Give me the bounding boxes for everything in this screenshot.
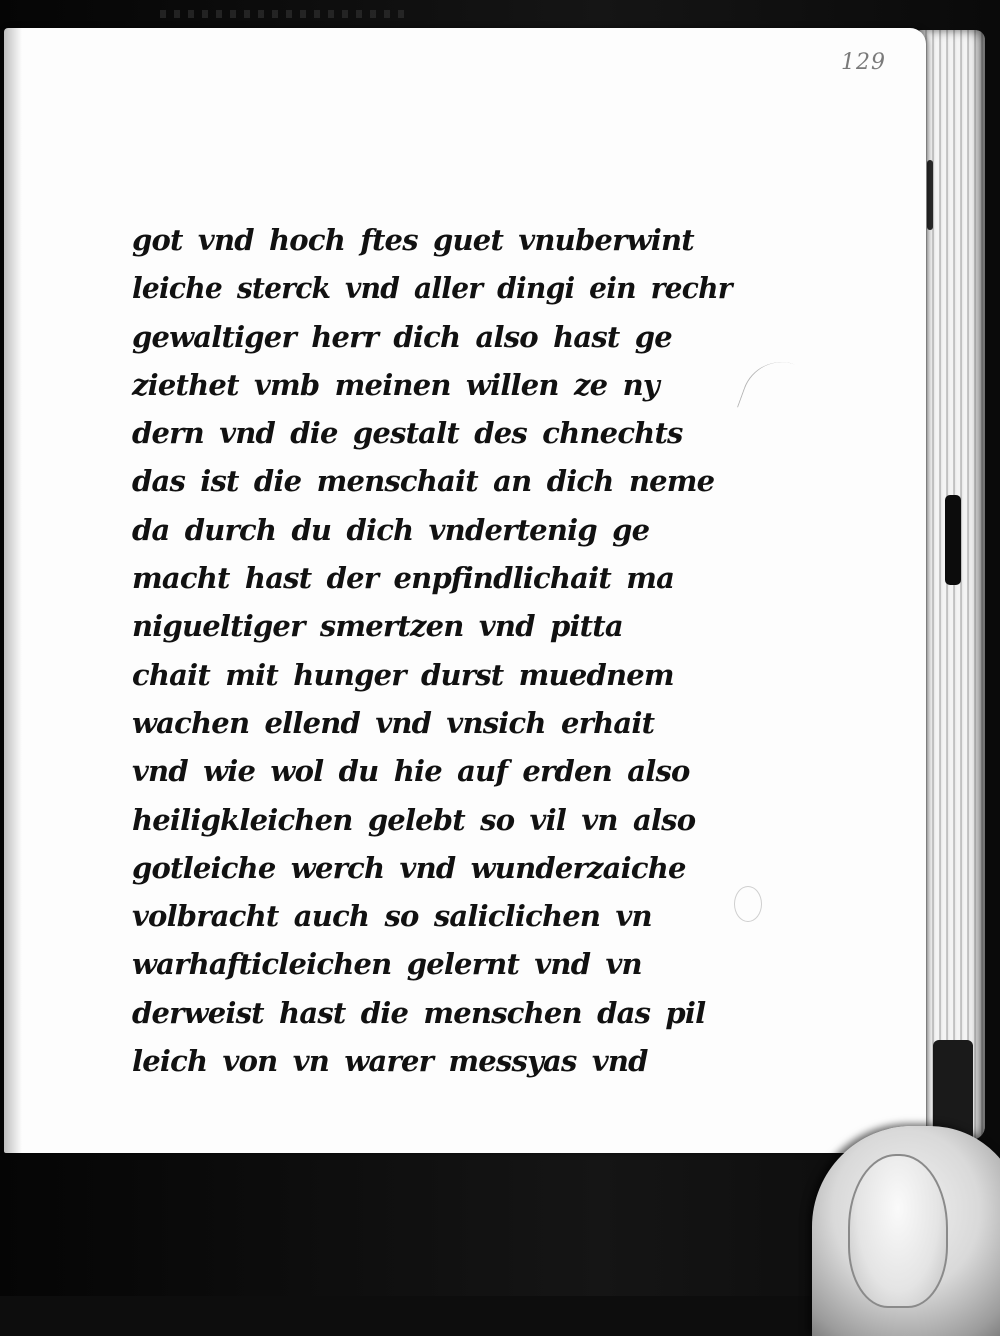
text-line: warhafticleichen gelernt vnd vn (132, 947, 642, 982)
text-block (132, 216, 732, 1085)
text-line: chait mit hunger durst muednem (132, 657, 674, 692)
text-line: derweist hast die menschen das pil (132, 995, 706, 1030)
text-line: volbracht auch so saliclichen vn (132, 899, 652, 934)
text-line: heiligkleichen gelebt so vil vn also (132, 802, 696, 837)
text-line: got vnd hoch ftes guet vnuberwint (132, 223, 694, 257)
text-line: da durch du dich vndertenig ge (132, 512, 650, 547)
text-line: leich von vn warer messyas vnd (132, 1044, 648, 1079)
text-line: vnd wie wol du hie auf erden also (132, 754, 690, 789)
thumbnail-nail (848, 1154, 948, 1308)
edge-mark (927, 160, 933, 230)
thumb (812, 1126, 1000, 1336)
folio-number: 129 (841, 50, 886, 75)
text-line: gewaltiger herr dich also hast ge (132, 319, 672, 354)
text-line: nigueltiger smertzen vnd pitta (132, 609, 623, 644)
margin-pen-stroke (737, 351, 796, 421)
text-line: wachen ellend vnd vnsich erhait (132, 705, 655, 740)
text-line: ziethet vmb meinen willen ze ny (132, 367, 659, 402)
edge-tab (945, 495, 961, 585)
text-line: dern vnd die gestalt des chnechts (132, 416, 683, 451)
text-line: leiche sterck vnd aller dingi ein rechr (132, 271, 732, 306)
binding-edge (160, 10, 410, 18)
margin-circle-mark (734, 886, 762, 922)
text-line: macht hast der enpfindlichait ma (132, 561, 675, 596)
manuscript-page (4, 28, 926, 1153)
text-line: das ist die menschait an dich neme (132, 464, 715, 499)
text-line: gotleiche werch vnd wunderzaiche (132, 850, 686, 885)
